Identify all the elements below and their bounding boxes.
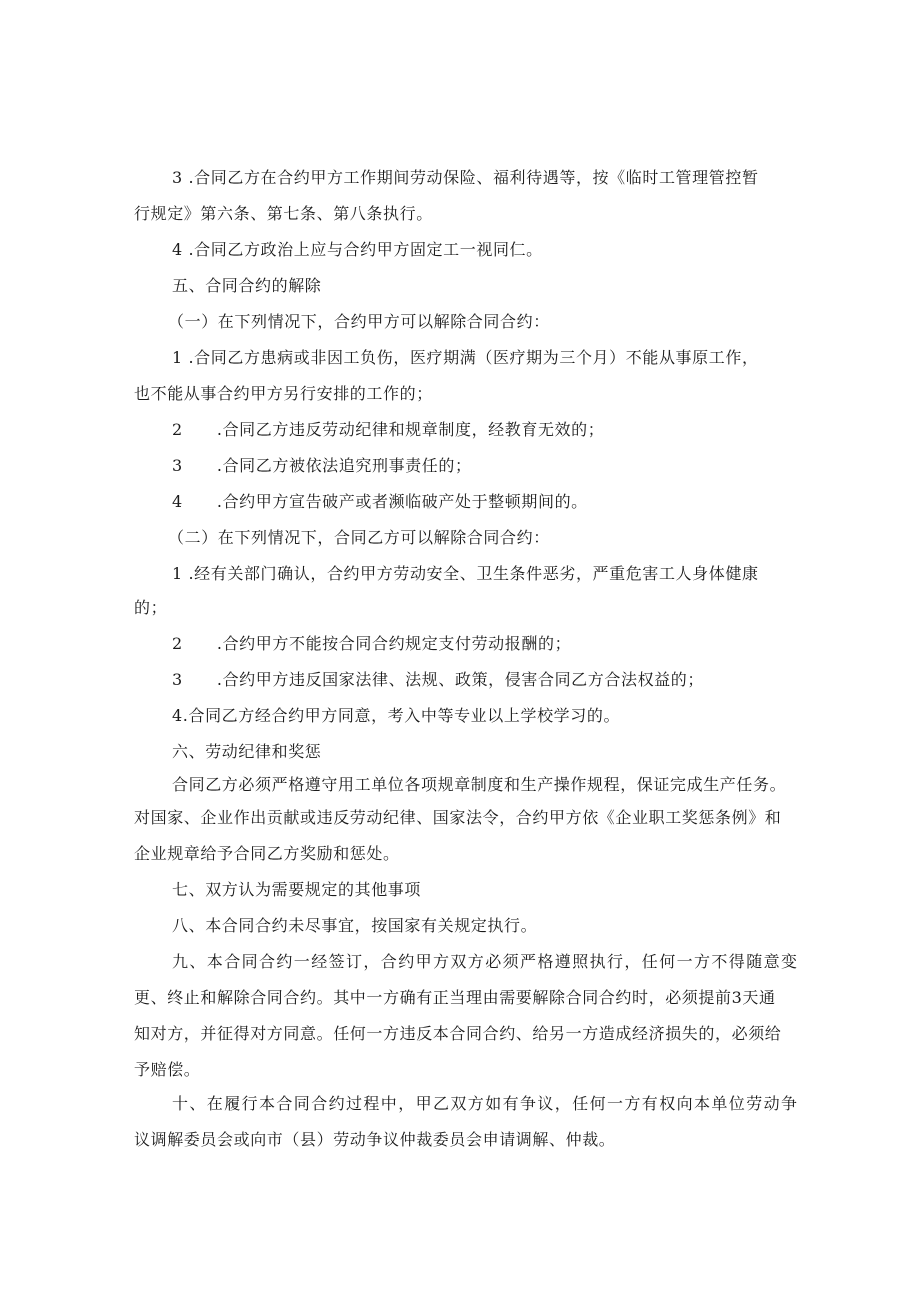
subsection-heading-2: （二）在下列情况下，合同乙方可以解除合同合约： [168,528,550,547]
text-line-19: 对国家、企业作出贡献或违反劳动纪律、国家法令，合约甲方依《企业职工奖惩条例》和 [134,808,782,827]
text-line-16: 4.合同乙方经合约甲方同意，考入中等专业以上学校学习的。 [172,706,621,725]
text-line-12: 1 .经有关部门确认，合约甲方劳动安全、卫生条件恶劣，严重危害工人身体健康 [172,564,759,583]
text-line-25: 知对方，并征得对方同意。任何一方违反本合同合约、给另一方造成经济损失的，必须给 [134,1024,782,1043]
text-line-24: 更、终止和解除合同合约。其中一方确有正当理由需要解除合同合约时，必须提前3天通 [134,988,776,1007]
text-line-2: 行规定》第六条、第七条、第八条执行。 [134,204,433,223]
text-line-9: 3 .合同乙方被依法追究刑事责任的； [172,456,472,475]
section-heading-6: 六、劳动纪律和奖惩 [172,742,322,761]
subsection-heading-1: （一）在下列情况下，合约甲方可以解除合同合约： [168,312,550,331]
text-line-20: 企业规章给予合同乙方奖励和惩处。 [134,844,400,863]
text-line-3: 4 .合同乙方政治上应与合约甲方固定工一视同仁。 [172,240,543,259]
section-heading-5: 五、合同合约的解除 [172,276,322,295]
text-line-27: 十、在履行本合同合约过程中，甲乙双方如有争议，任何一方有权向本单位劳动争 [172,1094,799,1113]
text-line-18: 合同乙方必须严格遵守用工单位各项规章制度和生产操作规程，保证完成生产任务。 [172,775,787,794]
text-line-8: 2 .合同乙方违反劳动纪律和规章制度，经教育无效的； [172,420,605,439]
text-line-14: 2 .合约甲方不能按合同合约规定支付劳动报酬的； [172,634,572,653]
text-line-7: 也不能从事合约甲方另行安排的工作的； [134,384,433,403]
text-line-26: 予赔偿。 [134,1060,201,1079]
text-line-23: 九、本合同合约一经签订，合约甲方双方必须严格遵照执行，任何一方不得随意变 [172,952,799,971]
text-line-10: 4 .合约甲方宣告破产或者濒临破产处于整顿期间的。 [172,492,588,511]
text-line-13: 的； [134,598,168,617]
text-line-1: 3 .合同乙方在合约甲方工作期间劳动保险、福利待遇等，按《临时工管理管控暂 [172,168,759,187]
text-line-28: 议调解委员会或向市（县）劳动争议仲裁委员会申请调解、仲裁。 [134,1130,616,1149]
text-line-6: 1 .合同乙方患病或非因工负伤，医疗期满（医疗期为三个月）不能从事原工作， [172,348,759,367]
section-heading-8: 八、本合同合约未尽事宜，按国家有关规定执行。 [172,916,538,935]
text-line-15: 3 .合约甲方违反国家法律、法规、政策，侵害合同乙方合法权益的； [172,670,704,689]
section-heading-7: 七、双方认为需要规定的其他事项 [172,880,422,899]
